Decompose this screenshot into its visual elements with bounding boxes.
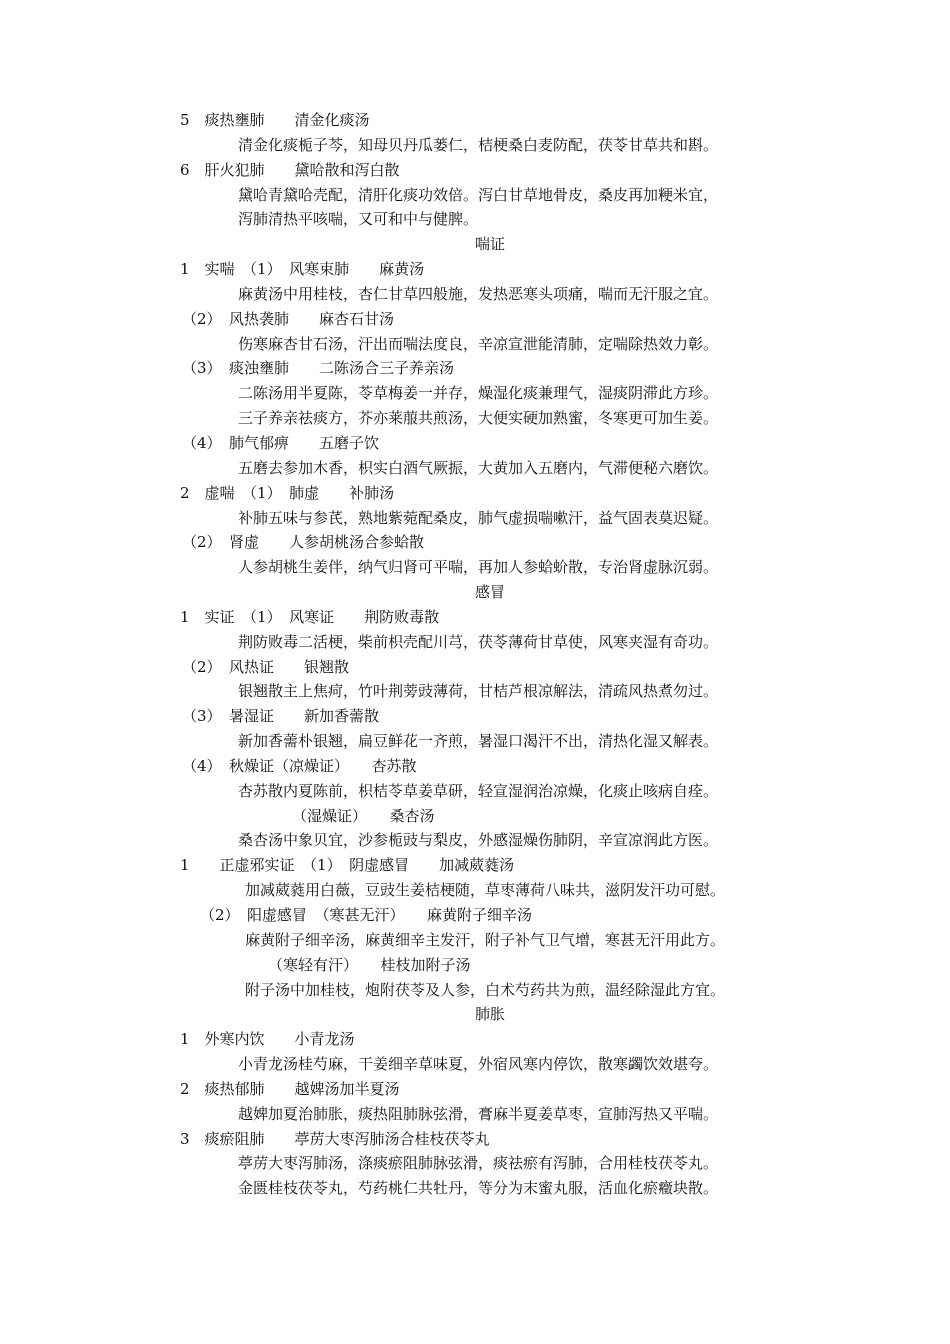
text-line-content: 清金化痰栀子芩，知母贝丹瓜蒌仁，桔梗桑白麦防配，茯苓甘草共和斟。	[238, 135, 719, 154]
document-page	[0, 108, 950, 1201]
text-line	[0, 1151, 950, 1176]
text-line-content: 加减葳蕤用白薇，豆豉生姜桔梗随，草枣薄荷八味共，滋阴发汗功可慰。	[245, 881, 726, 900]
text-line-content: 越婢加夏治肺胀，痰热阻肺脉弦滑，膏麻半夏姜草枣，宣肺泻热又平喘。	[238, 1104, 719, 1123]
text-line	[0, 630, 950, 655]
text-line	[0, 853, 950, 878]
text-line	[0, 530, 950, 555]
text-line-content: （寒轻有汗） 桂枝加附子汤	[268, 955, 471, 974]
text-line-content: 金匮桂枝茯苓丸，芍药桃仁共牡丹，等分为末蜜丸服，活血化瘀癥块散。	[238, 1179, 719, 1198]
section-heading	[0, 1002, 950, 1027]
text-line-content: （2） 阳虚感冒 （寒甚无汗） 麻黄附子细辛汤	[200, 906, 533, 924]
text-line	[0, 207, 950, 232]
text-line-content: 银翘散主上焦疴，竹叶荆蒡豉薄荷，甘桔芦根凉解法，清疏风热煮勿过。	[238, 682, 719, 701]
text-line-content: 泻肺清热平咳喘，又可和中与健脾。	[238, 210, 479, 229]
text-line-content: 黛哈青黛哈壳配，清肝化痰功效倍。泻白甘草地骨皮，桑皮再加粳米宜，	[238, 185, 719, 204]
text-line-content: 麻黄附子细辛汤，麻黄细辛主发汗，附子补气卫气增，寒甚无汗用此方。	[245, 930, 726, 949]
text-line-content: 新加香薷朴银翘，扁豆鲜花一齐煎，暑湿口渴汗不出，清热化湿又解表。	[238, 732, 719, 751]
text-line	[0, 1027, 950, 1052]
text-line-content: 1 实证 （1） 风寒证 荆防败毒散	[180, 607, 440, 626]
text-line-content: 1 正虚邪实证 （1） 阴虚感冒 加减葳蕤汤	[180, 856, 515, 875]
text-line	[0, 431, 950, 456]
text-line-content: （3） 暑湿证 新加香薷散	[182, 707, 380, 726]
text-line	[0, 282, 950, 307]
text-line	[0, 456, 950, 481]
section-heading	[0, 232, 950, 257]
text-line-content: 人参胡桃生姜伴，纳气归肾可平喘，再加人参蛤蚧散，专治肾虚脉沉弱。	[238, 558, 719, 577]
text-line	[0, 257, 950, 282]
text-line	[0, 828, 950, 853]
text-line-content: 小青龙汤桂芍麻，干姜细辛草味夏，外宿风寒内停饮，散寒蠲饮效堪夸。	[238, 1055, 719, 1074]
text-line-content: （4） 秋燥证（凉燥证） 杏苏散	[182, 756, 417, 775]
section-heading-text: 喘证	[474, 235, 505, 254]
text-line-content: 6 肝火犯肺 黛哈散和泻白散	[180, 160, 400, 179]
text-line-content: 1 实喘 （1） 风寒束肺 麻黄汤	[180, 260, 425, 279]
text-line	[0, 406, 950, 431]
text-line-content: （湿燥证） 桑杏汤	[292, 806, 435, 825]
text-line	[0, 1102, 950, 1127]
text-line-content: 5 痰热壅肺 清金化痰汤	[180, 111, 370, 129]
text-line	[0, 332, 950, 357]
text-line	[0, 928, 950, 953]
text-line-content: 2 虚喘 （1） 肺虚 补肺汤	[180, 483, 395, 502]
text-line	[0, 729, 950, 754]
text-line	[0, 183, 950, 208]
section-heading-text: 肺胀	[474, 1005, 505, 1024]
text-line-content: 3 痰瘀阻肺 葶苈大枣泻肺汤合桂枝茯苓丸	[180, 1129, 490, 1148]
text-line	[0, 108, 950, 133]
text-line	[0, 1176, 950, 1201]
text-line-content: （3） 痰浊壅肺 二陈汤合三子养亲汤	[182, 359, 455, 378]
text-line-content: 桑杏汤中象贝宜，沙参栀豉与梨皮，外感湿燥伤肺阴，辛宣凉润此方医。	[238, 831, 719, 850]
text-line-content: 杏苏散内夏陈前，枳桔苓草姜草研，轻宣湿润治凉燥，化痰止咳病自痊。	[238, 781, 719, 800]
text-line	[0, 704, 950, 729]
text-line-content: （2） 肾虚 人参胡桃汤合参蛤散	[182, 533, 425, 552]
section-heading	[0, 580, 950, 605]
text-line	[0, 1127, 950, 1152]
text-line	[0, 679, 950, 704]
text-line	[0, 133, 950, 158]
text-line-content: 五磨去参加木香，枳实白酒气厥振，大黄加入五磨内，气滞便秘六磨饮。	[238, 458, 719, 477]
text-line-content: （2） 风热袭肺 麻杏石甘汤	[182, 309, 395, 328]
text-line	[0, 158, 950, 183]
text-line	[0, 978, 950, 1003]
text-line	[0, 481, 950, 506]
text-line	[0, 506, 950, 531]
text-line	[0, 356, 950, 381]
text-line	[0, 381, 950, 406]
text-line	[0, 307, 950, 332]
text-line-content: 荆防败毒二活梗，柴前枳壳配川芎，茯苓薄荷甘草使，风寒夹湿有奇功。	[238, 632, 719, 651]
text-line	[0, 953, 950, 978]
text-line-content: 三子养亲祛痰方，芥亦莱菔共煎汤，大便实硬加熟蜜，冬寒更可加生姜。	[238, 409, 719, 428]
text-line-content: 2 痰热郁肺 越婢汤加半夏汤	[180, 1079, 400, 1098]
text-line-content: （2） 风热证 银翘散	[182, 657, 350, 676]
text-line	[0, 1077, 950, 1102]
text-line	[0, 804, 950, 829]
text-line	[0, 655, 950, 680]
text-line	[0, 903, 950, 928]
text-line	[0, 605, 950, 630]
text-line	[0, 878, 950, 903]
text-line	[0, 555, 950, 580]
text-line-content: 二陈汤用半夏陈，苓草梅姜一并存，燥湿化痰兼理气，湿痰阴滞此方珍。	[238, 384, 719, 403]
section-heading-text: 感冒	[474, 583, 505, 602]
text-line-content: 伤寒麻杏甘石汤，汗出而喘法度良，辛凉宣泄能清肺，定喘除热效力彰。	[238, 334, 719, 353]
text-line	[0, 1052, 950, 1077]
text-line-content: 补肺五味与参芪，熟地紫菀配桑皮，肺气虚损喘嗽汗，益气固表莫迟疑。	[238, 508, 719, 527]
text-line	[0, 754, 950, 779]
text-line-content: 葶苈大枣泻肺汤，涤痰瘀阻肺脉弦滑，痰祛瘀有泻肺，合用桂枝茯苓丸。	[238, 1154, 719, 1173]
text-line-content: 附子汤中加桂枝，炮附茯苓及人参，白术芍药共为煎，温经除湿此方宜。	[245, 980, 726, 999]
text-line	[0, 779, 950, 804]
text-line-content: 麻黄汤中用桂枝，杏仁甘草四般施，发热恶寒头项痛，喘而无汗服之宜。	[238, 284, 719, 303]
text-line-content: （4） 肺气郁痹 五磨子饮	[182, 433, 380, 452]
text-line-content: 1 外寒内饮 小青龙汤	[180, 1030, 355, 1049]
